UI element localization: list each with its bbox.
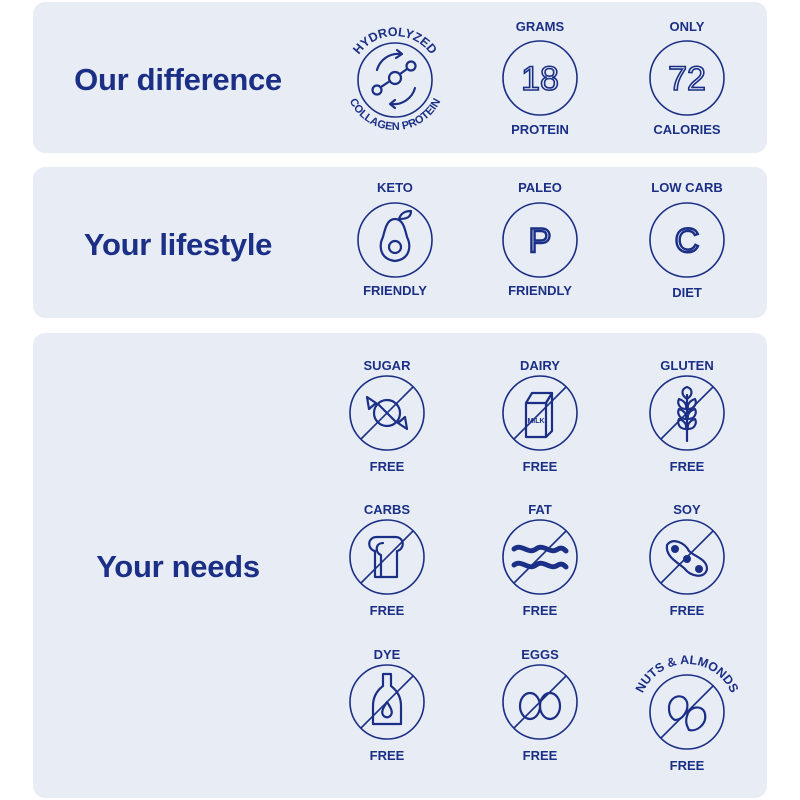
carbs-label: CARBS — [363, 502, 411, 517]
grams-protein-badge — [480, 2, 600, 152]
keto-friendly-label: FRIENDLY — [363, 283, 427, 298]
low-carb-badge — [627, 167, 747, 317]
nuts-almonds-free-label: FREE — [669, 758, 705, 773]
gluten-label: GLUTEN — [660, 358, 714, 373]
only-label: ONLY — [669, 19, 705, 34]
soy-free-badge — [627, 499, 747, 649]
hydrolyzed-collagen-badge — [335, 2, 455, 152]
paleo-letter-icon: P — [528, 222, 552, 260]
calories-badge — [627, 2, 747, 152]
svg-text:MILK: MILK — [527, 418, 545, 425]
dairy-free-badge — [480, 355, 600, 505]
needs-heading: Your needs — [96, 549, 260, 584]
lifestyle-panel — [33, 167, 767, 318]
protein-grams-value: 18 — [521, 60, 559, 98]
sugar-free-label: FREE — [369, 459, 405, 474]
paleo-friendly-badge — [480, 167, 600, 317]
dye-label: DYE — [373, 647, 401, 662]
calories-value: 72 — [668, 60, 706, 98]
paleo-label: PALEO — [518, 180, 562, 195]
difference-panel — [33, 2, 767, 153]
dye-free-badge — [327, 644, 447, 794]
fat-label: FAT — [528, 502, 552, 517]
calories-label: CALORIES — [653, 122, 721, 137]
keto-label: KETO — [377, 180, 413, 195]
soy-free-label: FREE — [669, 603, 705, 618]
nuts-almonds-free-badge — [627, 644, 747, 794]
molecule-icon — [373, 50, 416, 108]
sugar-free-badge — [327, 355, 447, 505]
avocado-icon — [381, 211, 411, 261]
gluten-free-label: FREE — [669, 459, 705, 474]
dairy-label: DAIRY — [520, 358, 560, 373]
grams-label: GRAMS — [515, 19, 565, 34]
carbs-free-badge — [327, 499, 447, 649]
keto-friendly-badge — [335, 167, 455, 317]
sugar-label: SUGAR — [363, 358, 411, 373]
eggs-label: EGGS — [521, 647, 559, 662]
dye-free-label: FREE — [369, 748, 405, 763]
gluten-free-badge — [627, 355, 747, 505]
fat-free-label: FREE — [522, 603, 558, 618]
eggs-free-badge — [480, 644, 600, 794]
diet-label: DIET — [672, 285, 702, 300]
eggs-free-label: FREE — [522, 748, 558, 763]
protein-label: PROTEIN — [511, 122, 569, 137]
carbs-free-label: FREE — [369, 603, 405, 618]
wheat-icon — [678, 387, 695, 441]
collagen-protein-label: COLLAGEN PROTEIN — [346, 96, 444, 134]
hydrolyzed-label: HYDROLYZED — [350, 24, 440, 57]
dropper-bottle-icon — [373, 674, 401, 724]
needs-panel — [33, 333, 767, 798]
low-carb-label: LOW CARB — [651, 180, 723, 195]
nuts-almonds-label: NUTS & ALMONDS — [632, 652, 742, 695]
lifestyle-heading: Your lifestyle — [83, 227, 273, 262]
difference-heading: Our difference — [74, 62, 282, 97]
candy-icon — [367, 397, 407, 429]
soy-label: SOY — [673, 502, 701, 517]
low-carb-letter-icon: C — [674, 222, 700, 260]
paleo-friendly-label: FRIENDLY — [508, 283, 572, 298]
dairy-free-label: FREE — [522, 459, 558, 474]
fat-free-badge — [480, 499, 600, 649]
